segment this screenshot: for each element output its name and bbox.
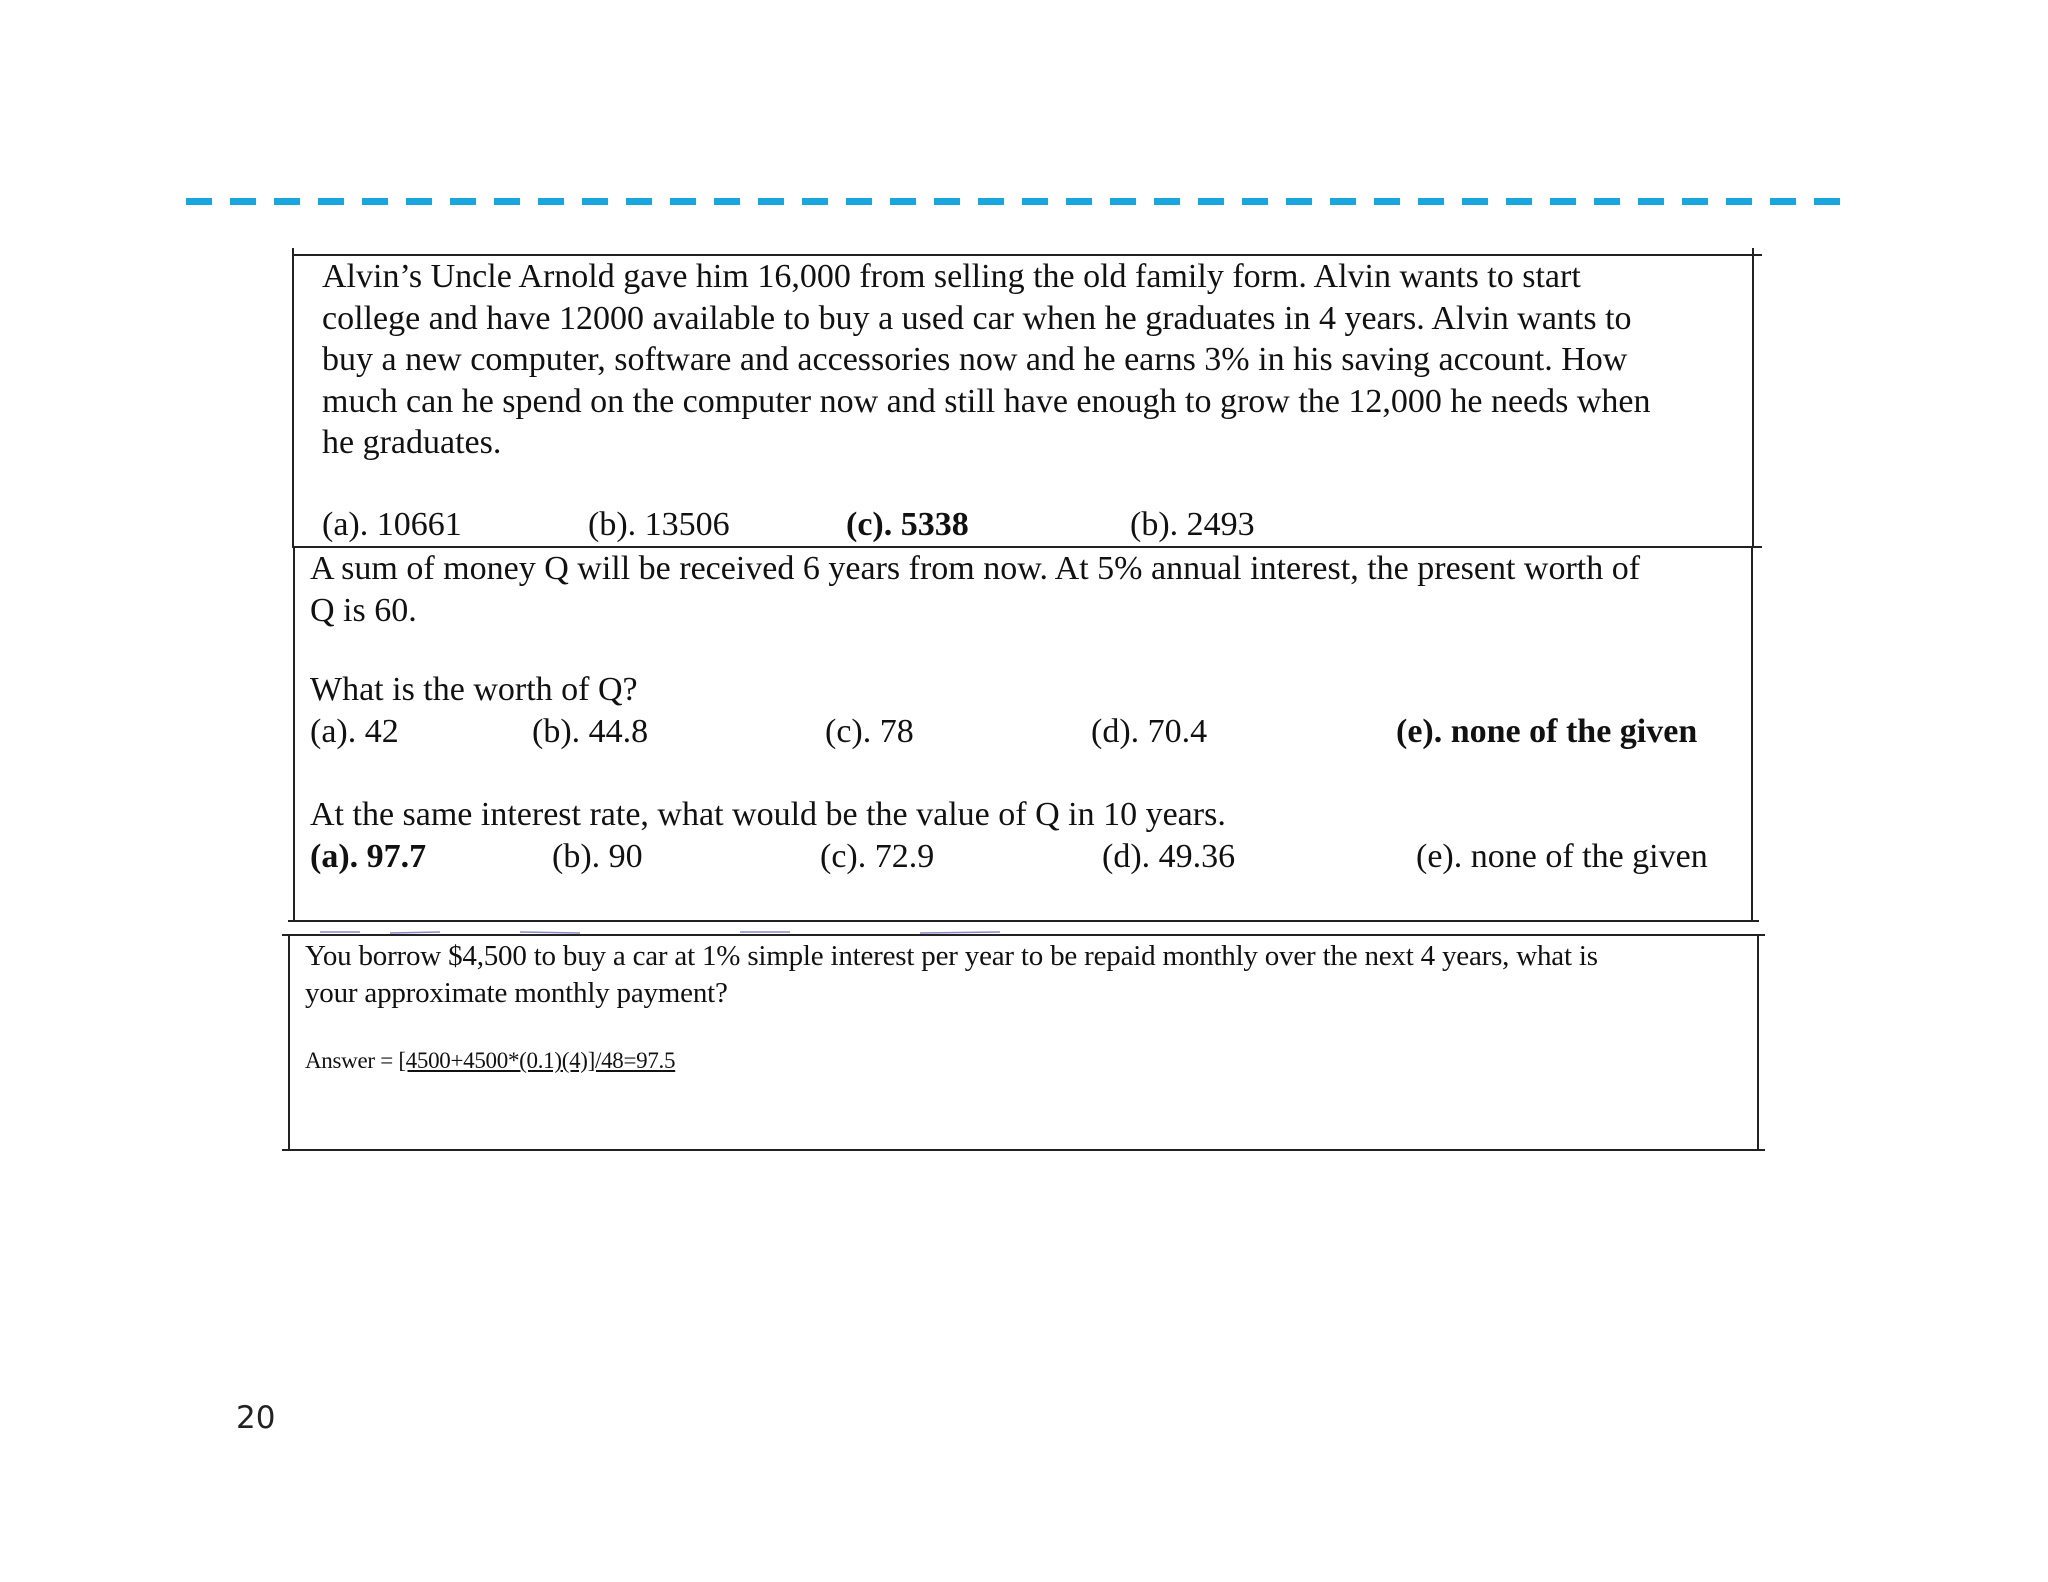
question-3-text: [305, 938, 1598, 1012]
table-divider: [288, 920, 1759, 922]
answer-value: [4500+4500*(0.1)(4)]/48=97.5: [398, 1048, 676, 1073]
q2-s2-option-a-correct: (a). 97.7: [310, 838, 427, 875]
table-corner-mark: [1757, 934, 1765, 936]
question-1-line: he graduates.: [322, 424, 502, 461]
question-1-line: buy a new computer, software and accessories now and he earns 3% in his saving account. How: [322, 341, 1628, 378]
question-2-line: A sum of money Q will be received 6 years from now. At 5% annual interest, the present worth of: [310, 550, 1641, 587]
table-corner-mark: [282, 1149, 290, 1151]
question-2-text: [310, 548, 1640, 632]
q2-s2-option-d: (d). 49.36: [1102, 838, 1236, 875]
q2-s1-option-c: (c). 78: [825, 713, 914, 750]
question-3-answer: [305, 1048, 675, 1074]
table-corner-mark: [282, 934, 290, 936]
q2-subquestion-1: What is the worth of Q?: [310, 671, 638, 708]
q2-s2-option-b: (b). 90: [552, 838, 643, 875]
question-2-line: Q is 60.: [310, 592, 417, 629]
q2-s1-option-e-correct: (e). none of the given: [1396, 713, 1698, 750]
question-3-line: your approximate monthly payment?: [305, 977, 728, 1009]
q2-s2-option-e: (e). none of the given: [1416, 838, 1708, 875]
question-1-line: Alvin’s Uncle Arnold gave him 16,000 from selling the old family form. Alvin wants to start: [322, 258, 1581, 295]
q2-s1-option-b: (b). 44.8: [532, 713, 649, 750]
question-3-line: You borrow $4,500 to buy a car at 1% simple interest per year to be repaid monthly over the next 4 years, what is: [305, 940, 1598, 972]
answer-label: Answer =: [305, 1048, 399, 1073]
q2-s2-option-c: (c). 72.9: [820, 838, 935, 875]
page-number: 20: [236, 1400, 276, 1436]
question-1-line: much can he spend on the computer now and still have enough to grow the 12,000 he needs when: [322, 382, 1651, 420]
dashed-header-rule: [186, 198, 1842, 205]
table-corner-mark: [1744, 254, 1762, 256]
question-1-text: [322, 256, 1651, 464]
q2-s1-option-d: (d). 70.4: [1091, 713, 1208, 750]
table-corner-mark: [292, 248, 294, 256]
q1-option-d: (b). 2493: [1130, 506, 1255, 543]
q2-s1-option-a: (a). 42: [310, 713, 399, 750]
table-corner-mark: [1757, 1149, 1765, 1151]
question-1-line: college and have 12000 available to buy a used car when he graduates in 4 years. Alvin wants to: [322, 299, 1632, 337]
q1-option-a: (a). 10661: [322, 506, 462, 543]
q2-subquestion-2: At the same interest rate, what would be the value of Q in 10 years.: [310, 796, 1226, 833]
q1-option-b: (b). 13506: [588, 506, 730, 543]
q1-option-c-correct: (c). 5338: [846, 506, 969, 543]
